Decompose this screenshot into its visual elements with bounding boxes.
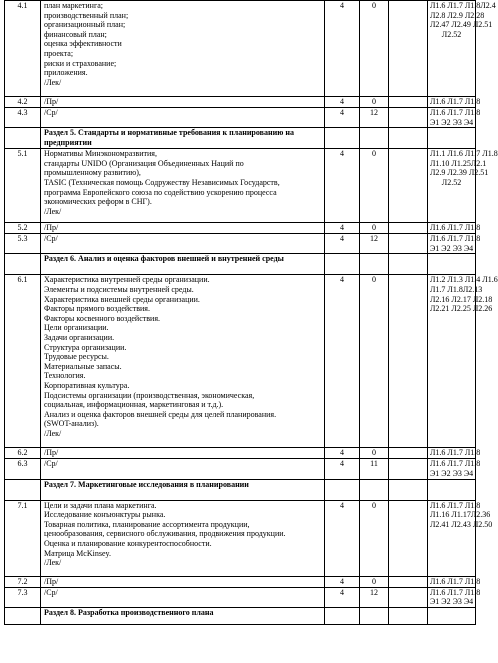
literature-line: Э1 Э2 Э3 Э4 <box>430 243 474 253</box>
item-number: 7.2 <box>5 576 41 587</box>
literature-line: Л1.6 Л1.7 Л1.8 <box>430 587 481 597</box>
competence-cell <box>389 448 428 459</box>
item-number: 5.1 <box>5 149 41 223</box>
content-line: оценка эффективности <box>44 39 122 49</box>
content-line: /Ср/ <box>44 108 58 117</box>
literature-line: Л1.6 Л1.7 Л1.8 <box>430 459 481 469</box>
empty-cell <box>5 254 41 275</box>
competence-cell <box>389 149 428 223</box>
item-number: 4.1 <box>5 1 41 97</box>
item-number: 6.2 <box>5 448 41 459</box>
table-row <box>5 459 476 479</box>
section-title-line: Раздел 5. Стандарты и нормативные требования к планированию на <box>44 128 294 138</box>
hours-cell: 12 <box>360 108 389 128</box>
empty-cell <box>325 254 360 275</box>
item-content <box>41 1 325 97</box>
section-title-line: Раздел 6. Анализ и оценка факторов внешней и внутренней среды <box>44 254 284 264</box>
section-title-line: предприятии <box>44 137 92 147</box>
semester-cell: 4 <box>325 234 360 254</box>
section-row <box>5 128 476 149</box>
literature-line: Л1.6 Л1.7 Л1.8 <box>430 500 481 510</box>
literature-line: Л1.2 Л1.3 Л1.4 Л1.6 <box>430 275 498 285</box>
content-line: /Пр/ <box>44 223 59 233</box>
content-line: Цели и задачи плана маркетинга. <box>44 500 157 510</box>
empty-cell <box>325 607 360 624</box>
item-number: 4.2 <box>5 97 41 108</box>
competence-cell <box>389 275 428 448</box>
empty-cell <box>428 479 476 500</box>
empty-cell <box>428 254 476 275</box>
semester-cell: 4 <box>325 587 360 607</box>
content-line: Анализ и оценка факторов внешней среды для целей планирования. <box>44 409 277 419</box>
table-row <box>5 448 476 459</box>
content-line: Задачи организации. <box>44 332 115 342</box>
table-row <box>5 500 476 576</box>
item-content <box>41 223 325 234</box>
empty-cell <box>325 479 360 500</box>
literature-line: Л1.16 Л1.17Л2.36 <box>430 510 491 520</box>
empty-cell <box>5 479 41 500</box>
content-line: социальная, информационная, маркетинговая и т.д.). <box>44 400 224 410</box>
empty-cell <box>389 479 428 500</box>
section-row <box>5 479 476 500</box>
empty-cell <box>360 607 389 624</box>
literature-cell <box>428 459 481 479</box>
item-content <box>41 459 325 479</box>
literature-line: Л2.52 <box>441 29 462 39</box>
item-number: 5.2 <box>5 223 41 234</box>
competence-cell <box>389 587 428 607</box>
content-line: /Лек/ <box>44 428 62 438</box>
content-line: /Лек/ <box>44 558 62 568</box>
literature-line: Э1 Э2 Э3 Э4 <box>430 597 474 607</box>
item-number: 7.1 <box>5 500 41 576</box>
hours-cell: 0 <box>360 500 389 576</box>
content-line: Корпоративная культура. <box>44 380 130 390</box>
empty-cell <box>5 607 41 624</box>
literature-line: Л1.6 Л1.7 Л1.8Л2.4 <box>430 1 496 10</box>
semester-cell: 4 <box>325 459 360 479</box>
literature-line: Л1.10 Л1.25Л2.1 <box>430 158 487 168</box>
content-line: Товарная политика, планирование ассортимента продукции, <box>44 519 250 529</box>
semester-cell: 4 <box>325 500 360 576</box>
literature-line: Л2.21 Л2.25 Л2.26 <box>430 304 493 314</box>
content-line: Характеристика внутренней среды организации. <box>44 275 210 285</box>
item-content <box>41 149 325 223</box>
hours-cell: 12 <box>360 587 389 607</box>
item-number: 7.3 <box>5 587 41 607</box>
hours-cell: 0 <box>360 448 389 459</box>
section-title <box>41 479 325 500</box>
literature-line: Л1.6 Л1.7 Л1.8 <box>430 97 481 106</box>
literature-line: Л1.6 Л1.7 Л1.8 <box>430 448 481 458</box>
content-line: риски и страхование; <box>44 58 117 68</box>
table-body <box>5 1 498 625</box>
content-line: Элементы и подсистемы внутренней среды. <box>44 284 194 294</box>
table-row <box>5 108 476 128</box>
literature-cell <box>428 223 481 234</box>
literature-cell <box>428 587 481 607</box>
section-row <box>5 607 476 624</box>
empty-cell <box>389 128 428 149</box>
item-content <box>41 97 325 108</box>
hours-cell: 0 <box>360 223 389 234</box>
item-number: 4.3 <box>5 108 41 128</box>
content-line: промышленному развитию), <box>44 168 141 178</box>
table-row <box>5 1 476 97</box>
item-content <box>41 108 325 128</box>
content-line: Факторы прямого воздействия. <box>44 304 150 314</box>
semester-cell: 4 <box>325 149 360 223</box>
table-row <box>5 587 476 607</box>
content-line: программа Европейского союза по содействию ускорению процесса <box>44 187 277 197</box>
item-content <box>41 587 325 607</box>
literature-line: Л2.8 Л2.9 Л2.28 <box>430 10 485 20</box>
literature-cell <box>428 500 493 576</box>
content-line: /Ср/ <box>44 234 58 244</box>
literature-line: Л1.6 Л1.7 Л1.8 <box>430 234 481 244</box>
semester-cell: 4 <box>325 223 360 234</box>
content-line: экономических реформ в СНГ). <box>44 197 152 207</box>
item-content <box>41 234 325 254</box>
semester-cell: 4 <box>325 275 360 448</box>
content-line: Структура организации. <box>44 342 127 352</box>
content-line: /Ср/ <box>44 459 58 469</box>
section-title-line: Раздел 8. Разработка производственного плана <box>44 607 214 617</box>
content-line: TASIC (Техническая помощь Содружеству Независимых Государств, <box>44 177 280 187</box>
literature-cell <box>428 1 496 97</box>
empty-cell <box>360 479 389 500</box>
table-row <box>5 234 476 254</box>
content-line: Факторы косвенного воздействия. <box>44 313 160 323</box>
content-line: Цели организации. <box>44 323 109 333</box>
empty-cell <box>325 128 360 149</box>
literature-line: Л2.9 Л2.39 Л2.51 <box>430 168 489 178</box>
content-line: /Лек/ <box>44 206 62 216</box>
literature-line: Л1.1 Л1.6 Л1.7 Л1.8 <box>430 149 498 159</box>
content-line: план маркетинга; <box>44 1 104 10</box>
hours-cell: 0 <box>360 1 389 97</box>
item-number: 5.3 <box>5 234 41 254</box>
content-line: Технология. <box>44 371 86 381</box>
content-line: (SWOT-анализ). <box>44 419 99 429</box>
empty-cell <box>389 254 428 275</box>
semester-cell: 4 <box>325 448 360 459</box>
literature-cell <box>428 576 481 587</box>
content-line: стандарты UNIDO (Организация Объединенных Наций по <box>44 158 244 168</box>
competence-cell <box>389 459 428 479</box>
content-line: Трудовые ресурсы. <box>44 352 109 362</box>
content-line: ценообразования, сервисного обслуживания, продвижения продукции. <box>44 529 286 539</box>
literature-cell <box>428 108 481 128</box>
semester-cell: 4 <box>325 97 360 108</box>
competence-cell <box>389 576 428 587</box>
competence-cell <box>389 97 428 108</box>
competence-cell <box>389 234 428 254</box>
semester-cell: 4 <box>325 1 360 97</box>
literature-cell <box>428 275 498 448</box>
literature-line: Л2.41 Л2.43 Л2.50 <box>430 519 493 529</box>
content-line: /Пр/ <box>44 448 59 458</box>
hours-cell: 0 <box>360 275 389 448</box>
semester-cell: 4 <box>325 108 360 128</box>
literature-line: Л1.6 Л1.7 Л1.8 <box>430 223 481 233</box>
empty-cell <box>389 607 428 624</box>
section-title-line: Раздел 7. Маркетинговые исследования в планировании <box>44 479 249 489</box>
competence-cell <box>389 500 428 576</box>
item-content <box>41 576 325 587</box>
item-content <box>41 500 325 576</box>
literature-cell <box>428 448 481 459</box>
content-line: Исследование конъюнктуры рынка. <box>44 510 166 520</box>
literature-line: Л2.52 <box>441 177 462 187</box>
content-line: производственный план; <box>44 10 129 20</box>
section-title <box>41 128 325 149</box>
content-line: /Пр/ <box>44 97 59 106</box>
empty-cell <box>428 128 476 149</box>
content-line: /Пр/ <box>44 576 59 586</box>
empty-cell <box>360 128 389 149</box>
competence-cell <box>389 1 428 97</box>
semester-cell: 4 <box>325 576 360 587</box>
literature-cell <box>428 97 481 108</box>
item-number: 6.1 <box>5 275 41 448</box>
content-line: Характеристика внешней среды организации. <box>44 294 200 304</box>
item-number: 6.3 <box>5 459 41 479</box>
table-row <box>5 223 476 234</box>
literature-line: Л2.47 Л2.49 Л2.51 <box>430 20 493 30</box>
section-title <box>41 254 325 275</box>
content-line: Оценка и планирование конкурентоспособности. <box>44 538 212 548</box>
section-title <box>41 607 325 624</box>
content-line: /Лек/ <box>44 77 62 87</box>
literature-line: Э1 Э2 Э3 Э4 <box>430 468 474 478</box>
literature-line: Л1.6 Л1.7 Л1.8 <box>430 576 481 586</box>
content-line: проекта; <box>44 48 74 58</box>
table-row <box>5 576 476 587</box>
literature-cell <box>428 234 481 254</box>
hours-cell: 0 <box>360 97 389 108</box>
table-row <box>5 149 476 223</box>
empty-cell <box>5 128 41 149</box>
hours-cell: 11 <box>360 459 389 479</box>
content-line: Подсистемы организации (производственная, экономическая, <box>44 390 255 400</box>
literature-line: Л2.16 Л2.17 Л2.18 <box>430 294 493 304</box>
section-row <box>5 254 476 275</box>
content-line: приложения. <box>44 68 88 78</box>
content-line: Матрица McKinsey. <box>44 548 111 558</box>
item-content <box>41 448 325 459</box>
literature-line: Л1.6 Л1.7 Л1.8 <box>430 108 481 117</box>
hours-cell: 12 <box>360 234 389 254</box>
content-line: финансовый план; <box>44 29 107 39</box>
empty-cell <box>428 607 476 624</box>
literature-cell <box>428 149 498 223</box>
literature-line: Л1.7 Л1.8Л2.13 <box>430 284 483 294</box>
table-row <box>5 275 476 448</box>
curriculum-table <box>4 0 498 625</box>
item-content <box>41 275 325 448</box>
literature-line: Э1 Э2 Э3 Э4 <box>430 117 474 127</box>
content-line: Нормативы Минэкономразвития, <box>44 149 157 159</box>
competence-cell <box>389 223 428 234</box>
content-line: организационный план; <box>44 20 126 30</box>
hours-cell: 0 <box>360 149 389 223</box>
table-row <box>5 97 476 108</box>
hours-cell: 0 <box>360 576 389 587</box>
content-line: /Ср/ <box>44 587 58 597</box>
content-line: Материальные запасы. <box>44 361 122 371</box>
empty-cell <box>360 254 389 275</box>
competence-cell <box>389 108 428 128</box>
